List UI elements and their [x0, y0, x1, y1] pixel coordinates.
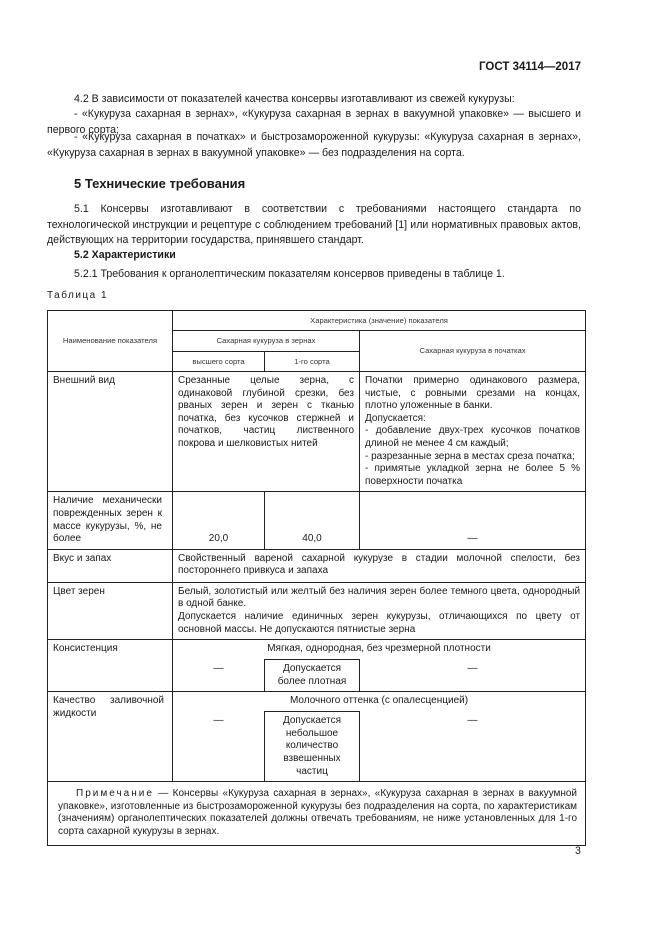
appearance-cob-line: - добавление двух-трех кусочков початков длиной не менее 4 см каждый; [365, 425, 581, 449]
header-indicator: Наименование показателя [48, 311, 173, 372]
header-grain: Сахарная кукуруза в зернах [173, 331, 360, 352]
table-row [48, 640, 586, 660]
consistency-first: Допускается более плотная [265, 660, 360, 692]
note-label: Примечание [76, 788, 154, 800]
paragraph-5-2-1: 5.2.1 Требования к органолептическим показателям консервов приведены в таблице 1. [74, 268, 505, 280]
paragraph-4-2-item-1: - «Кукуруза сахарная в зернах», «Кукуруза сахарная в зернах в вакуумной упаковке» — высшего и первого сорта; [47, 108, 581, 136]
row-name-consistency: Консистенция [48, 640, 173, 692]
appearance-cob-line: Допускается: [365, 412, 426, 424]
paragraph-4-2: 4.2 В зависимости от показателей качества консервы изготавливают из свежей кукурузы: [74, 93, 515, 105]
table-row [48, 549, 586, 582]
row-name-color: Цвет зерен [48, 582, 173, 639]
color-value [173, 582, 586, 639]
section-5-2-title: 5.2 Характеристики [74, 249, 176, 261]
table-row [48, 782, 586, 845]
header-grade-top: высшего сорта [173, 352, 265, 372]
row-name-appearance: Внешний вид [48, 372, 173, 492]
organoleptic-table [47, 310, 586, 846]
table-caption: Таблица 1 [47, 290, 109, 301]
consistency-common: Мягкая, однородная, без чрезмерной плотности [173, 640, 586, 660]
color-value-line: Белый, золотистый или желтый без наличия зерен более темного цвета, однородный в одной банке. [178, 585, 581, 610]
row-name-damaged: Наличие механически поврежденных зерен к массе кукурузы, %, не более [48, 492, 173, 549]
appearance-cob-line: Початки примерно одинакового размера, чистые, с ровными срезами на концах, плотно уложенные в банки. [365, 375, 581, 412]
color-value-line: Допускается наличие единичных зерен кукурузы, отличающихся по цвету от основной массы. Не допускаются пятнистые зерна [178, 610, 581, 635]
liquid-common: Молочного оттенка (с опалесценцией) [173, 692, 586, 712]
liquid-cob: — [360, 712, 586, 782]
table-row [48, 582, 586, 639]
appearance-grain: Срезанные целые зерна, с одинаковой глубиной срезки, без рваных зерен и зерен с тканью початка, без кусочков стержней и початков, частиц лиственного покрова и шелковистых нитей [173, 372, 360, 492]
section-5-title: 5 Технические требования [74, 176, 246, 191]
consistency-top: — [173, 660, 265, 692]
appearance-cob [360, 372, 586, 492]
paragraph-5-1: 5.1 Консервы изготавливают в соответствии с требованиями настоящего стандарта по технологической инструкции и рецептуре с соблюдением требований [1] или нормативных правовых актов, действующих на территории государства, принявшего стандарт. [47, 203, 581, 246]
consistency-cob: — [360, 660, 586, 692]
page-number: 3 [575, 845, 581, 857]
damaged-first: 40,0 [265, 492, 360, 549]
header-cob: Сахарная кукуруза в початках [360, 331, 586, 372]
table-row [48, 372, 586, 492]
table-note [48, 782, 586, 845]
table-row [48, 692, 586, 712]
row-name-taste: Вкус и запах [48, 549, 173, 582]
damaged-top: 20,0 [173, 492, 265, 549]
paragraph-4-2-item-2: - «Кукуруза сахарная в початках» и быстрозамороженной кукурузы: «Кукуруза сахарная в зернах», «Кукуруза сахарная в зернах в вакуумной упаковке» — без подразделения на сорта. [47, 131, 581, 159]
appearance-cob-line: - примятые укладкой зерна не более 5 % поверхности початка [365, 463, 581, 487]
liquid-top: — [173, 712, 265, 782]
note-text: — Консервы «Кукуруза сахарная в зернах», «Кукуруза сахарная в зернах в вакуумной упаковке», изготовленные из быстрозамороженной кукурузы без подразделения на сорта, по характеристикам (значениям) органолептических показателей должны отвечать требованиям, не ниже установленных для 1-го сорта сахарной кукурузы в зернах. [58, 788, 578, 838]
liquid-first: Допускается небольшое количество взвешенных частиц [265, 712, 360, 782]
header-grade-first: 1-го сорта [265, 352, 360, 372]
damaged-cob: — [360, 492, 586, 549]
document-code: ГОСТ 34114—2017 [479, 61, 581, 73]
row-name-liquid: Качество заливочной жидкости [48, 692, 173, 782]
appearance-cob-line: - разрезанные зерна в местах среза початка; [365, 450, 575, 462]
table-row [48, 492, 586, 549]
header-characteristic: Характеристика (значение) показателя [173, 311, 586, 331]
taste-value: Свойственный вареной сахарной кукурузе в стадии молочной спелости, без постороннего привкуса и запаха [173, 549, 586, 582]
